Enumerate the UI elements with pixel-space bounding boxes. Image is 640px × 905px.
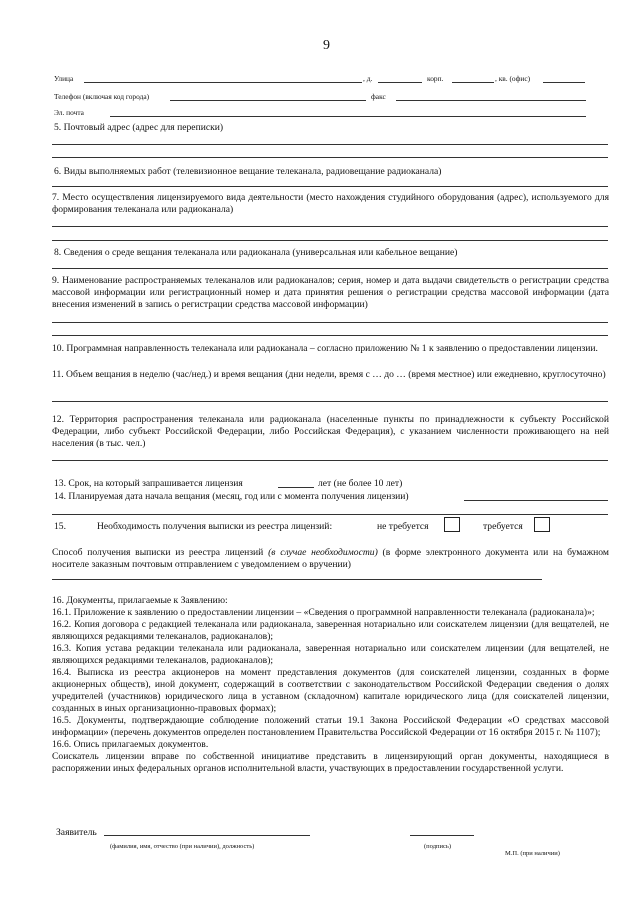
section-11-label: 11. Объем вещания в неделю (час/нед.) и время вещания (дни недели, время с … до … (время местное) или ежедневно, круглосуточно) xyxy=(52,369,606,380)
section-14-line[interactable] xyxy=(52,514,608,515)
section-5-line-2[interactable] xyxy=(52,157,608,158)
signature-caption: (подпись) xyxy=(424,843,451,850)
extract-method-line[interactable] xyxy=(52,579,542,580)
seal-caption: М.П. (при наличии) xyxy=(505,850,560,857)
street-label: Улица xyxy=(54,74,74,83)
license-term-field-line[interactable] xyxy=(278,487,314,488)
applicant-name-line[interactable] xyxy=(104,835,310,836)
section-7-label: 7. Место осуществления лицензируемого вида деятельности (место нахождения студийного оборудования (адрес), используемого для формирования телеканала или радиоканала) xyxy=(52,192,609,215)
section-9-line-1[interactable] xyxy=(52,322,608,323)
section-13-label: 13. Срок, на который запрашивается лицензия xyxy=(54,478,243,489)
section-14-label: 14. Планируемая дата начала вещания (месяц, год или с момента получения лицензии) xyxy=(54,491,409,502)
documents-note: Соискатель лицензии вправе по собственной инициативе представить в лицензирующий орган документы, находящиеся в распоряжении иных федеральных органов исполнительной власти, участвующих в предоставлении государственной услуги. xyxy=(52,751,609,774)
documents-title: 16. Документы, прилагаемые к Заявлению: xyxy=(52,595,228,606)
house-field-line[interactable] xyxy=(378,82,422,83)
section-8-label: 8. Сведения о среде вещания телеканала или радиоканала (универсальная или кабельное вещание) xyxy=(54,247,458,258)
phone-field-line[interactable] xyxy=(170,100,366,101)
section-7-line-1[interactable] xyxy=(52,226,608,227)
building-field-line[interactable] xyxy=(452,82,494,83)
section-11-line[interactable] xyxy=(52,401,608,402)
fax-field-line[interactable] xyxy=(396,100,586,101)
section-9-label: 9. Наименование распространяемых телеканалов или радиоканалов; серия, номер и дата выдачи свидетельств о регистрации средства массовой информации или регистрационный номер и дата принятия решения о регистрации средства массовой информации (дата внесения изменений в запись о регистрации средства массовой информации) xyxy=(52,275,609,310)
phone-label: Телефон (включая код города) xyxy=(54,92,150,101)
section-12-label: 12. Территория распространения телеканала или радиоканала (населенные пункты по принадлежности к субъекту Российской Федерации, либо субъект Российской Федерации, либо Российская Федерация), с указанием численности проживающего на ней населения (в тыс. чел.) xyxy=(52,414,609,449)
section-15-number: 15. xyxy=(54,521,66,532)
start-date-field-line[interactable] xyxy=(464,500,608,501)
document-16-5: 16.5. Документы, подтверждающие соблюдение положений статьи 19.1 Закона Российской Федерации «О средствах массовой информации» (перечень документов определен постановлением Правительства Российской Федерации от 16 октября 2015 г. № 1107); xyxy=(52,715,609,738)
document-16-3: 16.3. Копия устава редакции телеканала или радиоканала, заверенная нотариально или соискателем лицензии (для вещателей, не являющихся редакциями телеканалов, радиоканалов); xyxy=(52,643,609,666)
building-label: корп. xyxy=(427,74,444,83)
section-6-label: 6. Виды выполняемых работ (телевизионное вещание телеканала, радиовещание радиоканала) xyxy=(54,166,442,177)
section-5-line-1[interactable] xyxy=(52,144,608,145)
section-10-label: 10. Программная направленность телеканала или радиоканала – согласно приложению № 1 к заявлению о предоставлении лицензии. xyxy=(52,343,598,354)
document-16-1: 16.1. Приложение к заявлению о предоставлении лицензии – «Сведения о программной направленности телеканала (радиоканала)»; xyxy=(52,607,595,618)
apartment-field-line[interactable] xyxy=(543,82,585,83)
email-field-line[interactable] xyxy=(110,116,586,117)
section-7-line-2[interactable] xyxy=(52,240,608,241)
apartment-label: , кв. (офис) xyxy=(495,74,531,83)
document-16-6: 16.6. Опись прилагаемых документов. xyxy=(52,739,209,750)
required-checkbox[interactable] xyxy=(534,517,550,532)
section-8-line[interactable] xyxy=(52,268,608,269)
section-6-line[interactable] xyxy=(52,186,608,187)
required-label: требуется xyxy=(483,521,523,532)
page-number: 9 xyxy=(323,38,330,53)
extract-method-text: Способ получения выписки из реестра лицензий (в случае необходимости) (в форме электронного документа или на бумажном носителе заказным почтовым отправлением с уведомлением о вручении) xyxy=(52,547,609,570)
not-required-label: не требуется xyxy=(377,521,429,532)
section-5-label: 5. Почтовый адрес (адрес для переписки) xyxy=(54,122,224,133)
document-16-2: 16.2. Копия договора с редакцией телеканала или радиоканала, заверенная нотариально или соискателем лицензии (для вещателей, не являющихся редакциями телеканалов, радиоканалов); xyxy=(52,619,609,642)
extract-method-condition: (в случае необходимости) xyxy=(268,547,378,558)
document-16-4: 16.4. Выписка из реестра акционеров на момент представления документов (для соискателей лицензии, созданных в форме акционерных обществ), иной документ, содержащий в соответствии с законодательством Российской Федерации сведения о долях учредителей (участников) юридического лица в уставном (складочном) капитале юридического лица (для соискателей лицензии, созданных в иных организационно-правовых формах); xyxy=(52,667,609,714)
house-label: , д. xyxy=(363,74,373,83)
signature-line[interactable] xyxy=(410,835,474,836)
documents-list xyxy=(52,595,609,775)
street-field-line[interactable] xyxy=(84,82,362,83)
name-caption: (фамилия, имя, отчество (при наличии), должность) xyxy=(110,843,255,850)
applicant-label: Заявитель xyxy=(56,827,97,838)
fax-label: факс xyxy=(371,92,386,101)
section-9-line-2[interactable] xyxy=(52,335,608,336)
section-15-label: Необходимость получения выписки из реестра лицензий: xyxy=(97,521,333,532)
not-required-checkbox[interactable] xyxy=(444,517,460,532)
section-12-line[interactable] xyxy=(52,460,608,461)
section-13-suffix: лет (не более 10 лет) xyxy=(318,478,403,489)
email-label: Эл. почта xyxy=(54,108,84,117)
